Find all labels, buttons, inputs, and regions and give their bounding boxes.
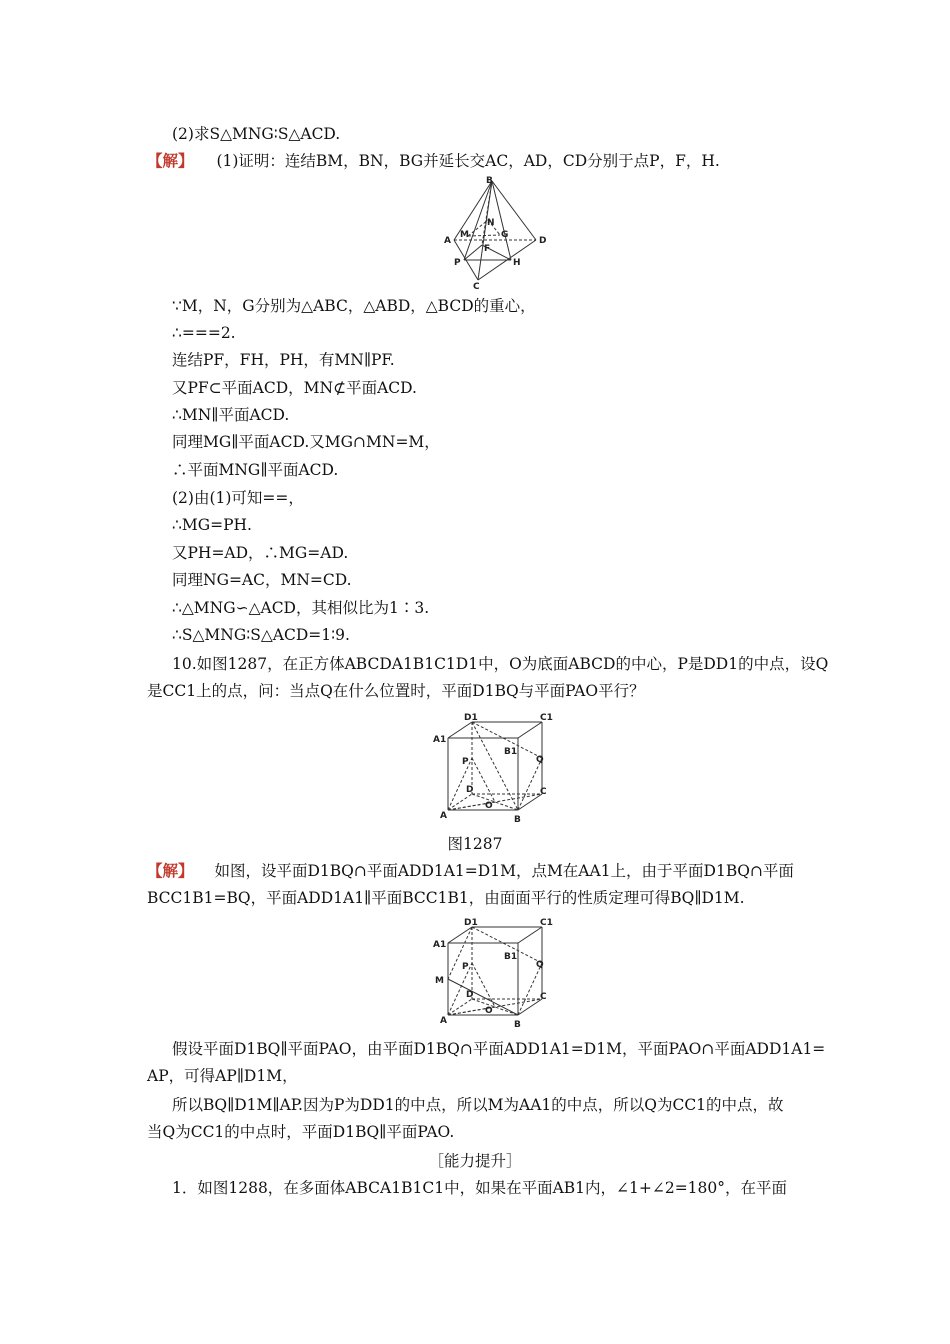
label-B1: B1 [504,747,518,757]
question-10-line-2: 是CC1上的点，问：当点Q在什么位置时，平面D1BQ与平面PAO平行？ [147,682,645,700]
label-A1: A1 [433,940,447,950]
solution-2-line-2: BCC1B1=BQ，平面ADD1A1∥平面BCC1B1，由面面平行的性质定理可得BQ∥D1M. [147,889,745,907]
solution-2-line-1 [147,860,794,882]
solution-text: 如图，设平面D1BQ∩平面ADD1A1=D1M，点M在AA1上，由于平面D1BQ∩平面 [214,862,794,880]
proof-line-1: ∵M，N，G分别为△ABC，△ABD，△BCD的重心， [172,297,536,315]
label-M: M [460,230,469,240]
proof-line-3: 连结PF，FH，PH，有MN∥PF. [172,351,395,369]
label-C: C [540,787,547,797]
label-O: O [485,1006,493,1016]
solution-tag: 【解】 [147,151,194,170]
label-G: G [501,230,509,240]
solution-tag: 【解】 [147,861,194,880]
label-D: D [466,785,474,795]
paragraph-2-line-2: 当Q为CC1的中点时，平面D1BQ∥平面PAO. [147,1123,455,1141]
proof-line-11: 同理NG=AC，MN=CD. [172,571,352,589]
label-D: D [539,236,547,246]
cube-figure-solution [430,915,553,1035]
proof-line-10: 又PH=AD，∴MG=AD. [172,544,349,562]
proof-line-2: ∴===2. [172,324,236,342]
label-B: B [486,176,493,186]
cube-figure-1287 [430,710,553,830]
label-P: P [462,962,469,972]
proof-line-6: 同理MG∥平面ACD.又MG∩MN=M， [172,433,440,451]
label-A1: A1 [433,735,447,745]
label-D: D [466,990,474,1000]
label-A: A [440,1016,447,1026]
label-B: B [514,1020,521,1030]
proof-line-9: ∴MG=PH. [172,516,252,534]
proof-line-8: (2)由(1)可知==， [172,489,304,507]
question-1-line-1: 1．如图1288，在多面体ABCA1B1C1中，如果在平面AB1内，∠1+∠2=180°，在平面 [172,1179,788,1197]
figure-caption: 图1287 [447,835,503,853]
label-O: O [485,801,493,811]
solution-text: (1)证明：连结BM，BN，BG并延长交AC，AD，CD分别于点P，F，H. [216,152,720,170]
label-B: B [514,815,521,825]
proof-line-12: ∴△MNG∽△ACD，其相似比为1∶3. [172,599,430,617]
question-10-line-1: 10.如图1287，在正方体ABCDA1B1C1D1中，O为底面ABCD的中心，P是DD1的中点，设Q [172,655,829,673]
label-A: A [440,811,447,821]
label-B1: B1 [504,952,518,962]
label-M: M [435,976,444,986]
label-P: P [454,258,461,268]
label-C1: C1 [540,918,553,928]
label-C1: C1 [540,713,553,723]
section-heading: ［能力提升］ [428,1152,522,1170]
label-P: P [462,757,469,767]
label-F: F [484,244,491,254]
paragraph-2-line-1: 所以BQ∥D1M∥AP.因为P为DD1的中点，所以M为AA1的中点，所以Q为CC1的中点，故 [172,1096,784,1114]
label-H: H [513,258,521,268]
paragraph-1-line-2: AP，可得AP∥D1M， [147,1067,298,1085]
tetrahedron-figure [442,175,552,290]
label-C: C [540,992,547,1002]
proof-line-5: ∴MN∥平面ACD. [172,406,290,424]
proof-line-13: ∴S△MNG∶S△ACD=1∶9. [172,626,350,644]
label-D1: D1 [464,918,478,928]
question-part-2: (2)求S△MNG∶S△ACD. [172,125,341,143]
label-A: A [444,236,451,246]
proof-line-7: ∴平面MNG∥平面ACD. [172,461,339,479]
label-N: N [487,218,495,228]
label-D1: D1 [464,713,478,723]
proof-line-4: 又PF⊂平面ACD，MN⊄平面ACD. [172,379,417,397]
solution-1-line [147,150,720,172]
label-Q: Q [536,960,544,970]
label-C: C [473,282,480,292]
paragraph-1-line-1: 假设平面D1BQ∥平面PAO，由平面D1BQ∩平面ADD1A1=D1M，平面PAO∩平面ADD1A1= [172,1040,826,1058]
label-Q: Q [536,755,544,765]
